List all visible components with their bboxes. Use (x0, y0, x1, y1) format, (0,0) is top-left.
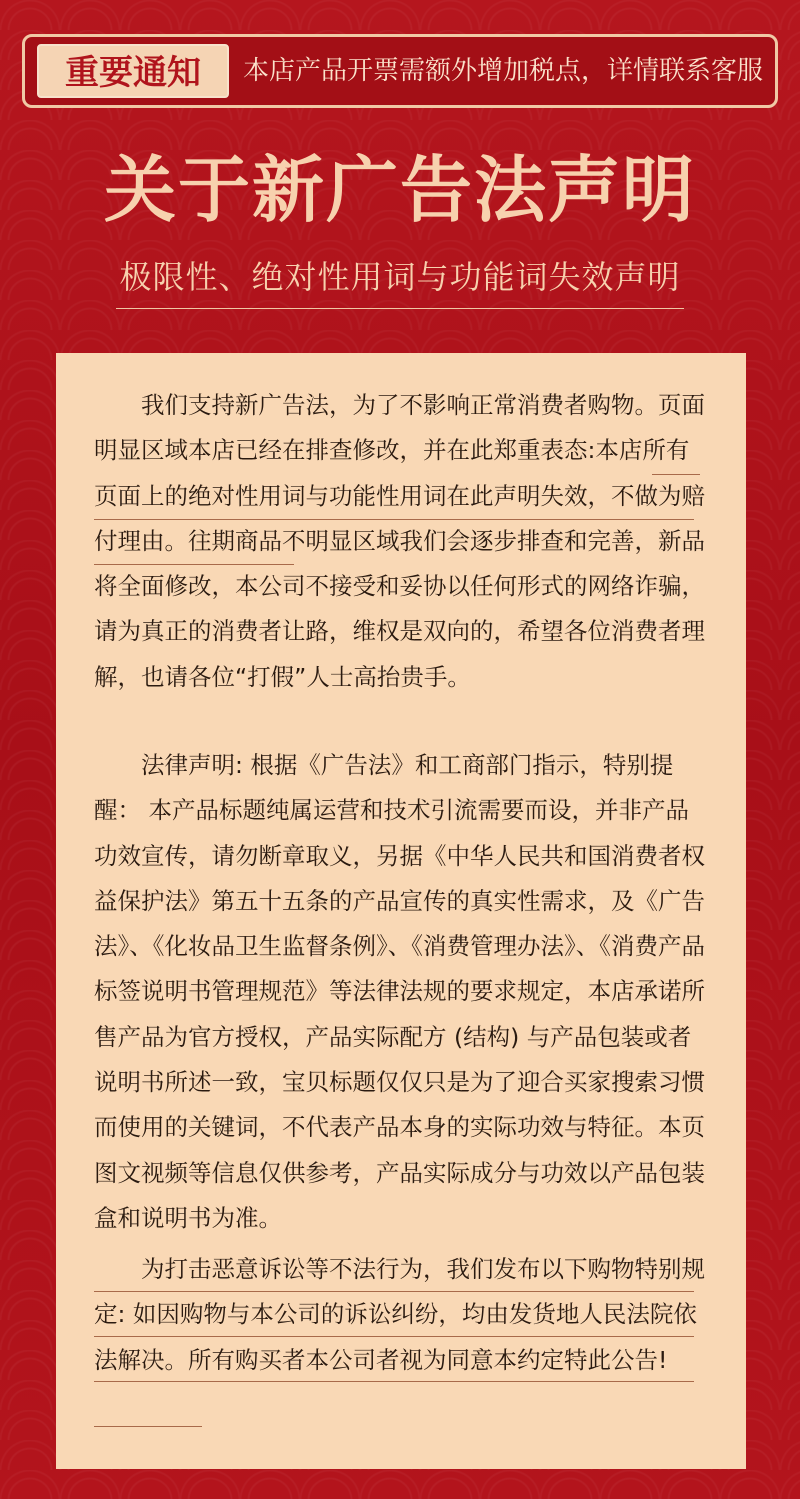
underline (94, 564, 294, 565)
page-title: 关于新广告法声明 (103, 148, 696, 232)
notice-text: 本店产品开票需额外增加税点，详情联系客服 (243, 56, 764, 86)
legal-statement-paragraph: 法律声明: 根据《广告法》和工商部门指示，特别提醒： 本产品标题纯属运营和技术引流需要而设，并非产品功效宣传，请勿断章取义，另据《中华人民共和国消费者权益保护法》第五十五条的产品宣传的真实性需求，及《广告法》、《化妆品卫生监督条例》、《消费管理办法》、《消费产品标签说明书管理规范》等法律法规的要求规定，本店承诺所售产品为官方授权，产品实际配方 (结构) 与产品包装或者说明书所述一致，宝贝标题仅仅只是为了迎合买家搜索习惯而使用的关键词，不代表产品本身的实际功效与特征。本页图文视频等信息仅供参考，产品实际成分与功效以产品包装盒和说明书为准。 (94, 751, 705, 1232)
underline (94, 1291, 694, 1292)
underline (94, 1336, 694, 1337)
page-subtitle: 极限性、绝对性用词与功能词失效声明 (119, 258, 681, 296)
important-notice-banner (22, 34, 778, 108)
subtitle-divider (116, 308, 684, 309)
underline (94, 519, 694, 520)
underline (94, 1426, 202, 1427)
underline (94, 1381, 694, 1382)
statement-panel (56, 353, 746, 1469)
underline (652, 474, 700, 475)
statement-paragraph-1: 我们支持新广告法，为了不影响正常消费者购物。页面明显区域本店已经在排查修改，并在此郑重表态:本店所有页面上的绝对性用词与功能性用词在此声明失效，不做为赔付理由。往期商品不明显区域我们会逐步排查和完善，新品将全面修改，本公司不接受和妥协以任何形式的网络诈骗，请为真正的消费者让路，维权是双向的，希望各位消费者理解，也请各位“打假”人士高抬贵手。 (94, 391, 705, 691)
notice-tag: 重要通知 (37, 44, 229, 98)
shopping-rules-paragraph: 为打击恶意诉讼等不法行为，我们发布以下购物特别规定: 如因购物与本公司的诉讼纠纷，均由发货地人民法院依法解决。所有购买者本公司者视为同意本约定特此公告! (94, 1255, 705, 1374)
